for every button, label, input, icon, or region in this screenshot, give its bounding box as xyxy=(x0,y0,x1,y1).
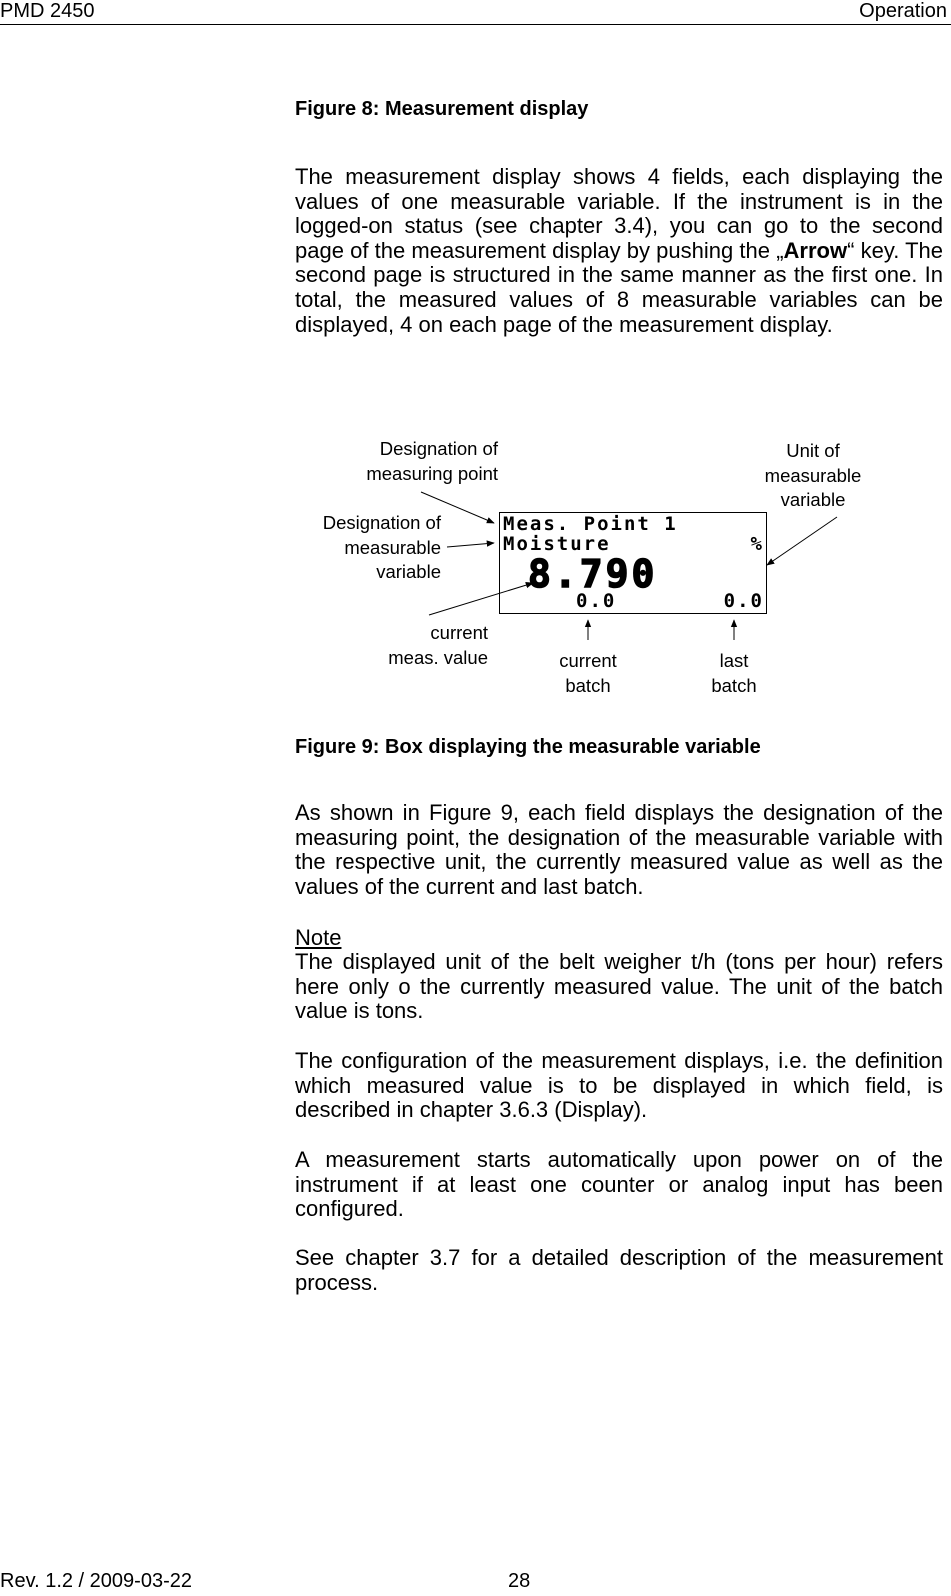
body-paragraph-3: A measurement starts automatically upon power on of the instrument if at least one counter or analog input has been configured. xyxy=(295,1147,943,1222)
label-current-value: current meas. value xyxy=(388,622,488,668)
arrow-key-label: Arrow xyxy=(783,237,848,263)
figure9-diagram xyxy=(305,435,895,705)
intro-paragraph xyxy=(295,165,943,337)
display-last-batch: 0.0 xyxy=(723,590,764,612)
display-variable-name: Moisture xyxy=(503,533,611,555)
label-measurable-variable: Designation of measurable variable xyxy=(322,512,441,582)
body-paragraph-4: See chapter 3.7 for a detailed description of the measurement process. xyxy=(295,1245,943,1295)
header-document-title: PMD 2450 xyxy=(0,0,95,22)
footer-page-number: 28 xyxy=(508,1570,531,1592)
display-unit: % xyxy=(750,533,764,555)
intro-text-1: The measurement display shows 4 fields, each displaying the values of one measurable variable. If the instrument is in the logged-on status (see chapter 3.4), you can go to the second page of the measurement display by pushing the „ xyxy=(295,164,943,263)
figure8-caption: Figure 8: Measurement display xyxy=(295,98,589,120)
display-current-batch: 0.0 xyxy=(576,590,617,612)
intro-text-2: “ key. The second page is structured in the same manner as the first one. In total, the measured values of 8 measurable variables can be displayed, 4 on each page of the measurement display. xyxy=(295,237,943,337)
figure9-caption: Figure 9: Box displaying the measurable variable xyxy=(295,736,761,758)
label-measuring-point: Designation of measuring point xyxy=(366,438,498,484)
display-point-name: Meas. Point 1 xyxy=(503,513,678,535)
measurement-display-box xyxy=(499,512,767,614)
label-current-batch: current batch xyxy=(559,650,617,696)
label-unit: Unit of measurable variable xyxy=(764,440,862,510)
footer-revision: Rev. 1.2 / 2009-03-22 xyxy=(0,1570,192,1592)
body-paragraph-1: As shown in Figure 9, each field displays the designation of the measuring point, the designation of the measurable variable with the respective unit, the currently measured value as well as the values of the current and last batch. xyxy=(295,800,943,899)
arrow-to-unit xyxy=(767,517,837,565)
note-heading: Note xyxy=(295,925,342,950)
arrow-to-variable-name xyxy=(447,543,494,547)
body-paragraph-2: The configuration of the measurement displays, i.e. the definition which measured value is to be displayed in which field, is described in chapter 3.6.3 (Display). xyxy=(295,1048,943,1123)
note-paragraph: The displayed unit of the belt weigher t/h (tons per hour) refers here only o the currently measured value. The unit of the batch value is tons. xyxy=(295,949,943,1024)
display-current-value: 8.790 xyxy=(528,552,658,596)
label-last-batch: last batch xyxy=(711,650,757,696)
header-rule xyxy=(0,24,951,25)
header-section-title: Operation xyxy=(859,0,947,22)
